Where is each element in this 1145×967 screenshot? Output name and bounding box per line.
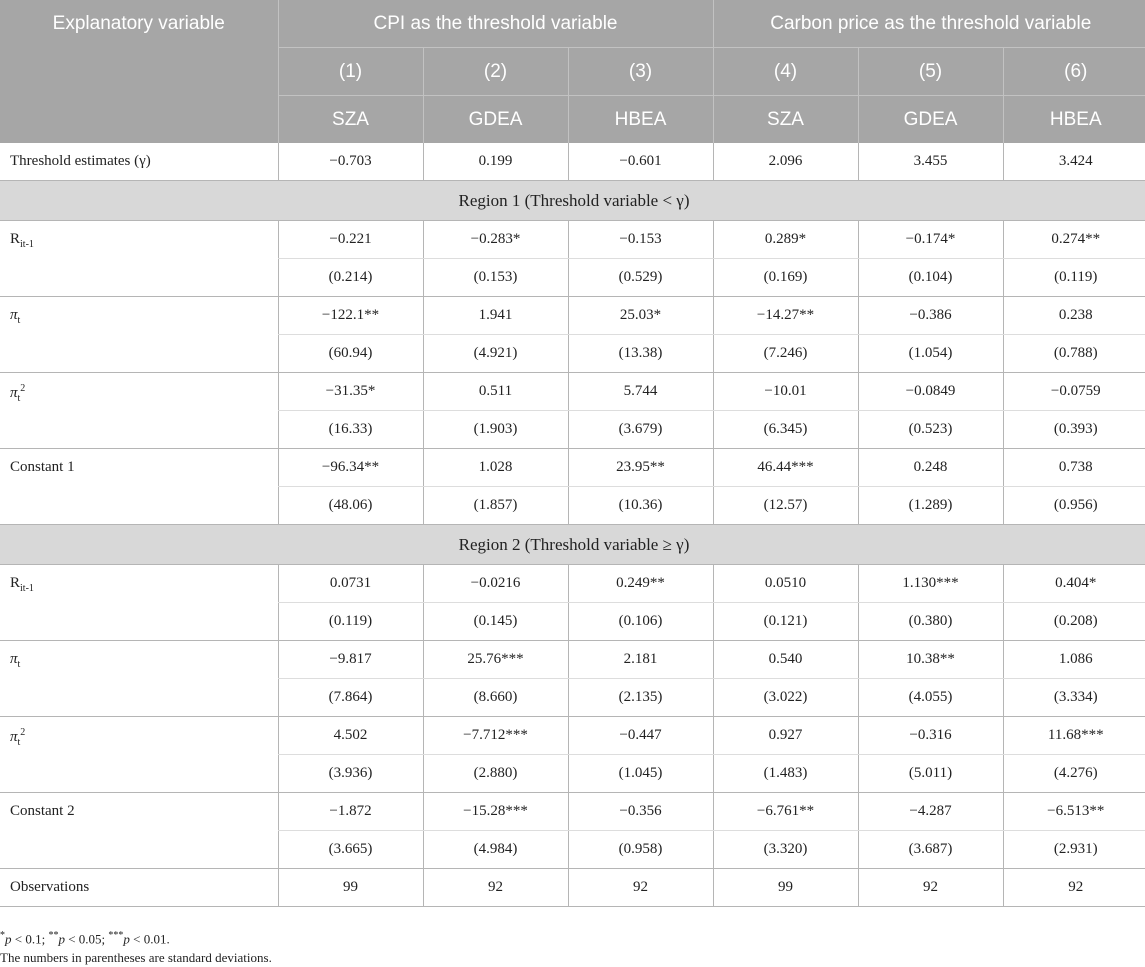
coefficient-cell: 0.0731 <box>278 565 423 603</box>
region1-coef-row-4 <box>0 449 1145 487</box>
std-error-cell: (0.956) <box>1003 487 1145 525</box>
row-label-main: Constant 1 <box>10 459 75 475</box>
region2-coef-row-1 <box>0 565 1145 603</box>
threshold-value-5: 3.455 <box>858 143 1003 181</box>
std-error-cell: (0.169) <box>713 259 858 297</box>
row-label-main: π <box>10 651 18 667</box>
table-body <box>0 143 1145 907</box>
coefficient-cell: 10.38** <box>858 641 1003 679</box>
std-error-cell: (3.320) <box>713 831 858 869</box>
std-error-cell: (3.687) <box>858 831 1003 869</box>
col-name-1: SZA <box>278 96 423 144</box>
std-error-cell: (13.38) <box>568 335 713 373</box>
row-label-sub: t <box>17 659 21 670</box>
coefficient-cell: −0.0849 <box>858 373 1003 411</box>
coefficient-cell: −7.712*** <box>423 717 568 755</box>
row-label-sub: t <box>17 393 21 404</box>
observations-value-3: 92 <box>568 869 713 907</box>
coefficient-cell: −10.01 <box>713 373 858 411</box>
row-label-sub: t <box>17 737 21 748</box>
region2-row-label-3 <box>0 717 278 793</box>
region1-header-row <box>0 181 1145 221</box>
table-notes <box>0 926 272 967</box>
std-error-cell: (6.345) <box>713 411 858 449</box>
region1-row-label-4 <box>0 449 278 525</box>
std-error-cell: (1.483) <box>713 755 858 793</box>
std-error-cell: (10.36) <box>568 487 713 525</box>
region2-row-label-2 <box>0 641 278 717</box>
std-error-cell: (4.276) <box>1003 755 1145 793</box>
region2-title: Region 2 (Threshold variable ≥ γ) <box>0 525 1145 565</box>
col-name-2: GDEA <box>423 96 568 144</box>
region1-row-label-3 <box>0 373 278 449</box>
coefficient-cell: 2.181 <box>568 641 713 679</box>
coefficient-cell: −6.761** <box>713 793 858 831</box>
std-error-cell: (0.104) <box>858 259 1003 297</box>
threshold-label: Threshold estimates (γ) <box>0 143 278 181</box>
std-error-cell: (2.135) <box>568 679 713 717</box>
std-error-cell: (2.880) <box>423 755 568 793</box>
coefficient-cell: 23.95** <box>568 449 713 487</box>
observations-value-5: 92 <box>858 869 1003 907</box>
coefficient-cell: 0.927 <box>713 717 858 755</box>
std-error-cell: (48.06) <box>278 487 423 525</box>
std-error-cell: (0.214) <box>278 259 423 297</box>
threshold-value-3: −0.601 <box>568 143 713 181</box>
std-error-cell: (0.529) <box>568 259 713 297</box>
header-cpi-group: CPI as the threshold variable <box>278 0 713 48</box>
std-error-cell: (0.119) <box>278 603 423 641</box>
table-header <box>0 0 1145 143</box>
region2-header-row <box>0 525 1145 565</box>
std-error-cell: (0.958) <box>568 831 713 869</box>
std-error-cell: (0.208) <box>1003 603 1145 641</box>
significance-note: *p < 0.1; **p < 0.05; ***p < 0.01. <box>0 930 170 947</box>
coefficient-cell: −0.153 <box>568 221 713 259</box>
coefficient-cell: −122.1** <box>278 297 423 335</box>
row-label-main: π <box>10 729 18 745</box>
row-label-sub: it-1 <box>20 239 34 250</box>
coefficient-cell: −0.0759 <box>1003 373 1145 411</box>
std-error-cell: (3.334) <box>1003 679 1145 717</box>
header-carbon-group: Carbon price as the threshold variable <box>713 0 1145 48</box>
std-error-cell: (4.055) <box>858 679 1003 717</box>
row-label-main: π <box>10 307 18 323</box>
std-error-cell: (3.022) <box>713 679 858 717</box>
coefficient-cell: 1.028 <box>423 449 568 487</box>
std-error-cell: (7.246) <box>713 335 858 373</box>
coefficient-cell: −6.513** <box>1003 793 1145 831</box>
std-error-cell: (60.94) <box>278 335 423 373</box>
threshold-value-6: 3.424 <box>1003 143 1145 181</box>
coefficient-cell: 11.68*** <box>1003 717 1145 755</box>
std-error-cell: (1.903) <box>423 411 568 449</box>
std-error-cell: (3.936) <box>278 755 423 793</box>
col-number-2: (2) <box>423 48 568 96</box>
std-error-cell: (0.145) <box>423 603 568 641</box>
coefficient-cell: 1.086 <box>1003 641 1145 679</box>
threshold-value-4: 2.096 <box>713 143 858 181</box>
coefficient-cell: −31.35* <box>278 373 423 411</box>
region2-row-label-1 <box>0 565 278 641</box>
coefficient-cell: 0.248 <box>858 449 1003 487</box>
std-error-cell: (3.665) <box>278 831 423 869</box>
col-name-3: HBEA <box>568 96 713 144</box>
coefficient-cell: 1.941 <box>423 297 568 335</box>
region1-coef-row-1 <box>0 221 1145 259</box>
coefficient-cell: −15.28*** <box>423 793 568 831</box>
std-error-cell: (0.523) <box>858 411 1003 449</box>
coefficient-cell: 0.289* <box>713 221 858 259</box>
coefficient-cell: 5.744 <box>568 373 713 411</box>
row-label-sub: t <box>17 315 21 326</box>
coefficient-cell: 25.03* <box>568 297 713 335</box>
observations-value-2: 92 <box>423 869 568 907</box>
std-error-cell: (1.289) <box>858 487 1003 525</box>
coefficient-cell: 0.738 <box>1003 449 1145 487</box>
coefficient-cell: −0.447 <box>568 717 713 755</box>
coefficient-cell: 0.540 <box>713 641 858 679</box>
region1-title: Region 1 (Threshold variable < γ) <box>0 181 1145 221</box>
observations-label: Observations <box>0 869 278 907</box>
observations-row <box>0 869 1145 907</box>
threshold-value-2: 0.199 <box>423 143 568 181</box>
coefficient-cell: 0.249** <box>568 565 713 603</box>
coefficient-cell: 0.238 <box>1003 297 1145 335</box>
col-number-3: (3) <box>568 48 713 96</box>
row-label-sup: 2 <box>20 727 26 738</box>
coefficient-cell: −4.287 <box>858 793 1003 831</box>
std-error-cell: (0.788) <box>1003 335 1145 373</box>
std-error-cell: (1.054) <box>858 335 1003 373</box>
coefficient-cell: 0.0510 <box>713 565 858 603</box>
coefficient-cell: 0.274** <box>1003 221 1145 259</box>
region2-coef-row-3 <box>0 717 1145 755</box>
coefficient-cell: 46.44*** <box>713 449 858 487</box>
row-label-main: Constant 2 <box>10 803 75 819</box>
std-error-cell: (0.153) <box>423 259 568 297</box>
coefficient-cell: −96.34** <box>278 449 423 487</box>
std-error-cell: (7.864) <box>278 679 423 717</box>
row-label-main: R <box>10 575 21 591</box>
std-error-cell: (0.119) <box>1003 259 1145 297</box>
col-number-6: (6) <box>1003 48 1145 96</box>
region1-coef-row-2 <box>0 297 1145 335</box>
std-error-cell: (12.57) <box>713 487 858 525</box>
std-error-cell: (1.045) <box>568 755 713 793</box>
col-number-4: (4) <box>713 48 858 96</box>
std-error-cell: (16.33) <box>278 411 423 449</box>
header-explanatory-variable: Explanatory variable <box>0 0 278 143</box>
region2-coef-row-2 <box>0 641 1145 679</box>
threshold-row <box>0 143 1145 181</box>
standard-deviation-note: The numbers in parentheses are standard deviations. <box>0 950 272 966</box>
std-error-cell: (4.921) <box>423 335 568 373</box>
std-error-cell: (0.380) <box>858 603 1003 641</box>
coefficient-cell: −0.356 <box>568 793 713 831</box>
row-label-sup: 2 <box>20 383 26 394</box>
coefficient-cell: 0.404* <box>1003 565 1145 603</box>
coefficient-cell: 25.76*** <box>423 641 568 679</box>
coefficient-cell: −0.174* <box>858 221 1003 259</box>
row-label-sub: it-1 <box>20 583 34 594</box>
observations-value-6: 92 <box>1003 869 1145 907</box>
row-label-main: R <box>10 231 21 247</box>
region1-coef-row-3 <box>0 373 1145 411</box>
row-label-main: π <box>10 385 18 401</box>
threshold-value-1: −0.703 <box>278 143 423 181</box>
coefficient-cell: −0.316 <box>858 717 1003 755</box>
coefficient-cell: −0.0216 <box>423 565 568 603</box>
std-error-cell: (3.679) <box>568 411 713 449</box>
std-error-cell: (0.393) <box>1003 411 1145 449</box>
col-number-5: (5) <box>858 48 1003 96</box>
coefficient-cell: −14.27** <box>713 297 858 335</box>
coefficient-cell: −0.386 <box>858 297 1003 335</box>
coefficient-cell: 4.502 <box>278 717 423 755</box>
std-error-cell: (2.931) <box>1003 831 1145 869</box>
region1-row-label-1 <box>0 221 278 297</box>
coefficient-cell: 1.130*** <box>858 565 1003 603</box>
std-error-cell: (5.011) <box>858 755 1003 793</box>
coefficient-cell: 0.511 <box>423 373 568 411</box>
observations-value-1: 99 <box>278 869 423 907</box>
region1-row-label-2 <box>0 297 278 373</box>
coefficient-cell: −0.283* <box>423 221 568 259</box>
std-error-cell: (8.660) <box>423 679 568 717</box>
col-name-4: SZA <box>713 96 858 144</box>
std-error-cell: (0.106) <box>568 603 713 641</box>
region2-row-label-4 <box>0 793 278 869</box>
observations-value-4: 99 <box>713 869 858 907</box>
coefficient-cell: −0.221 <box>278 221 423 259</box>
coefficient-cell: −1.872 <box>278 793 423 831</box>
std-error-cell: (0.121) <box>713 603 858 641</box>
col-name-6: HBEA <box>1003 96 1145 144</box>
col-number-1: (1) <box>278 48 423 96</box>
coefficient-cell: −9.817 <box>278 641 423 679</box>
std-error-cell: (1.857) <box>423 487 568 525</box>
std-error-cell: (4.984) <box>423 831 568 869</box>
region2-coef-row-4 <box>0 793 1145 831</box>
col-name-5: GDEA <box>858 96 1003 144</box>
